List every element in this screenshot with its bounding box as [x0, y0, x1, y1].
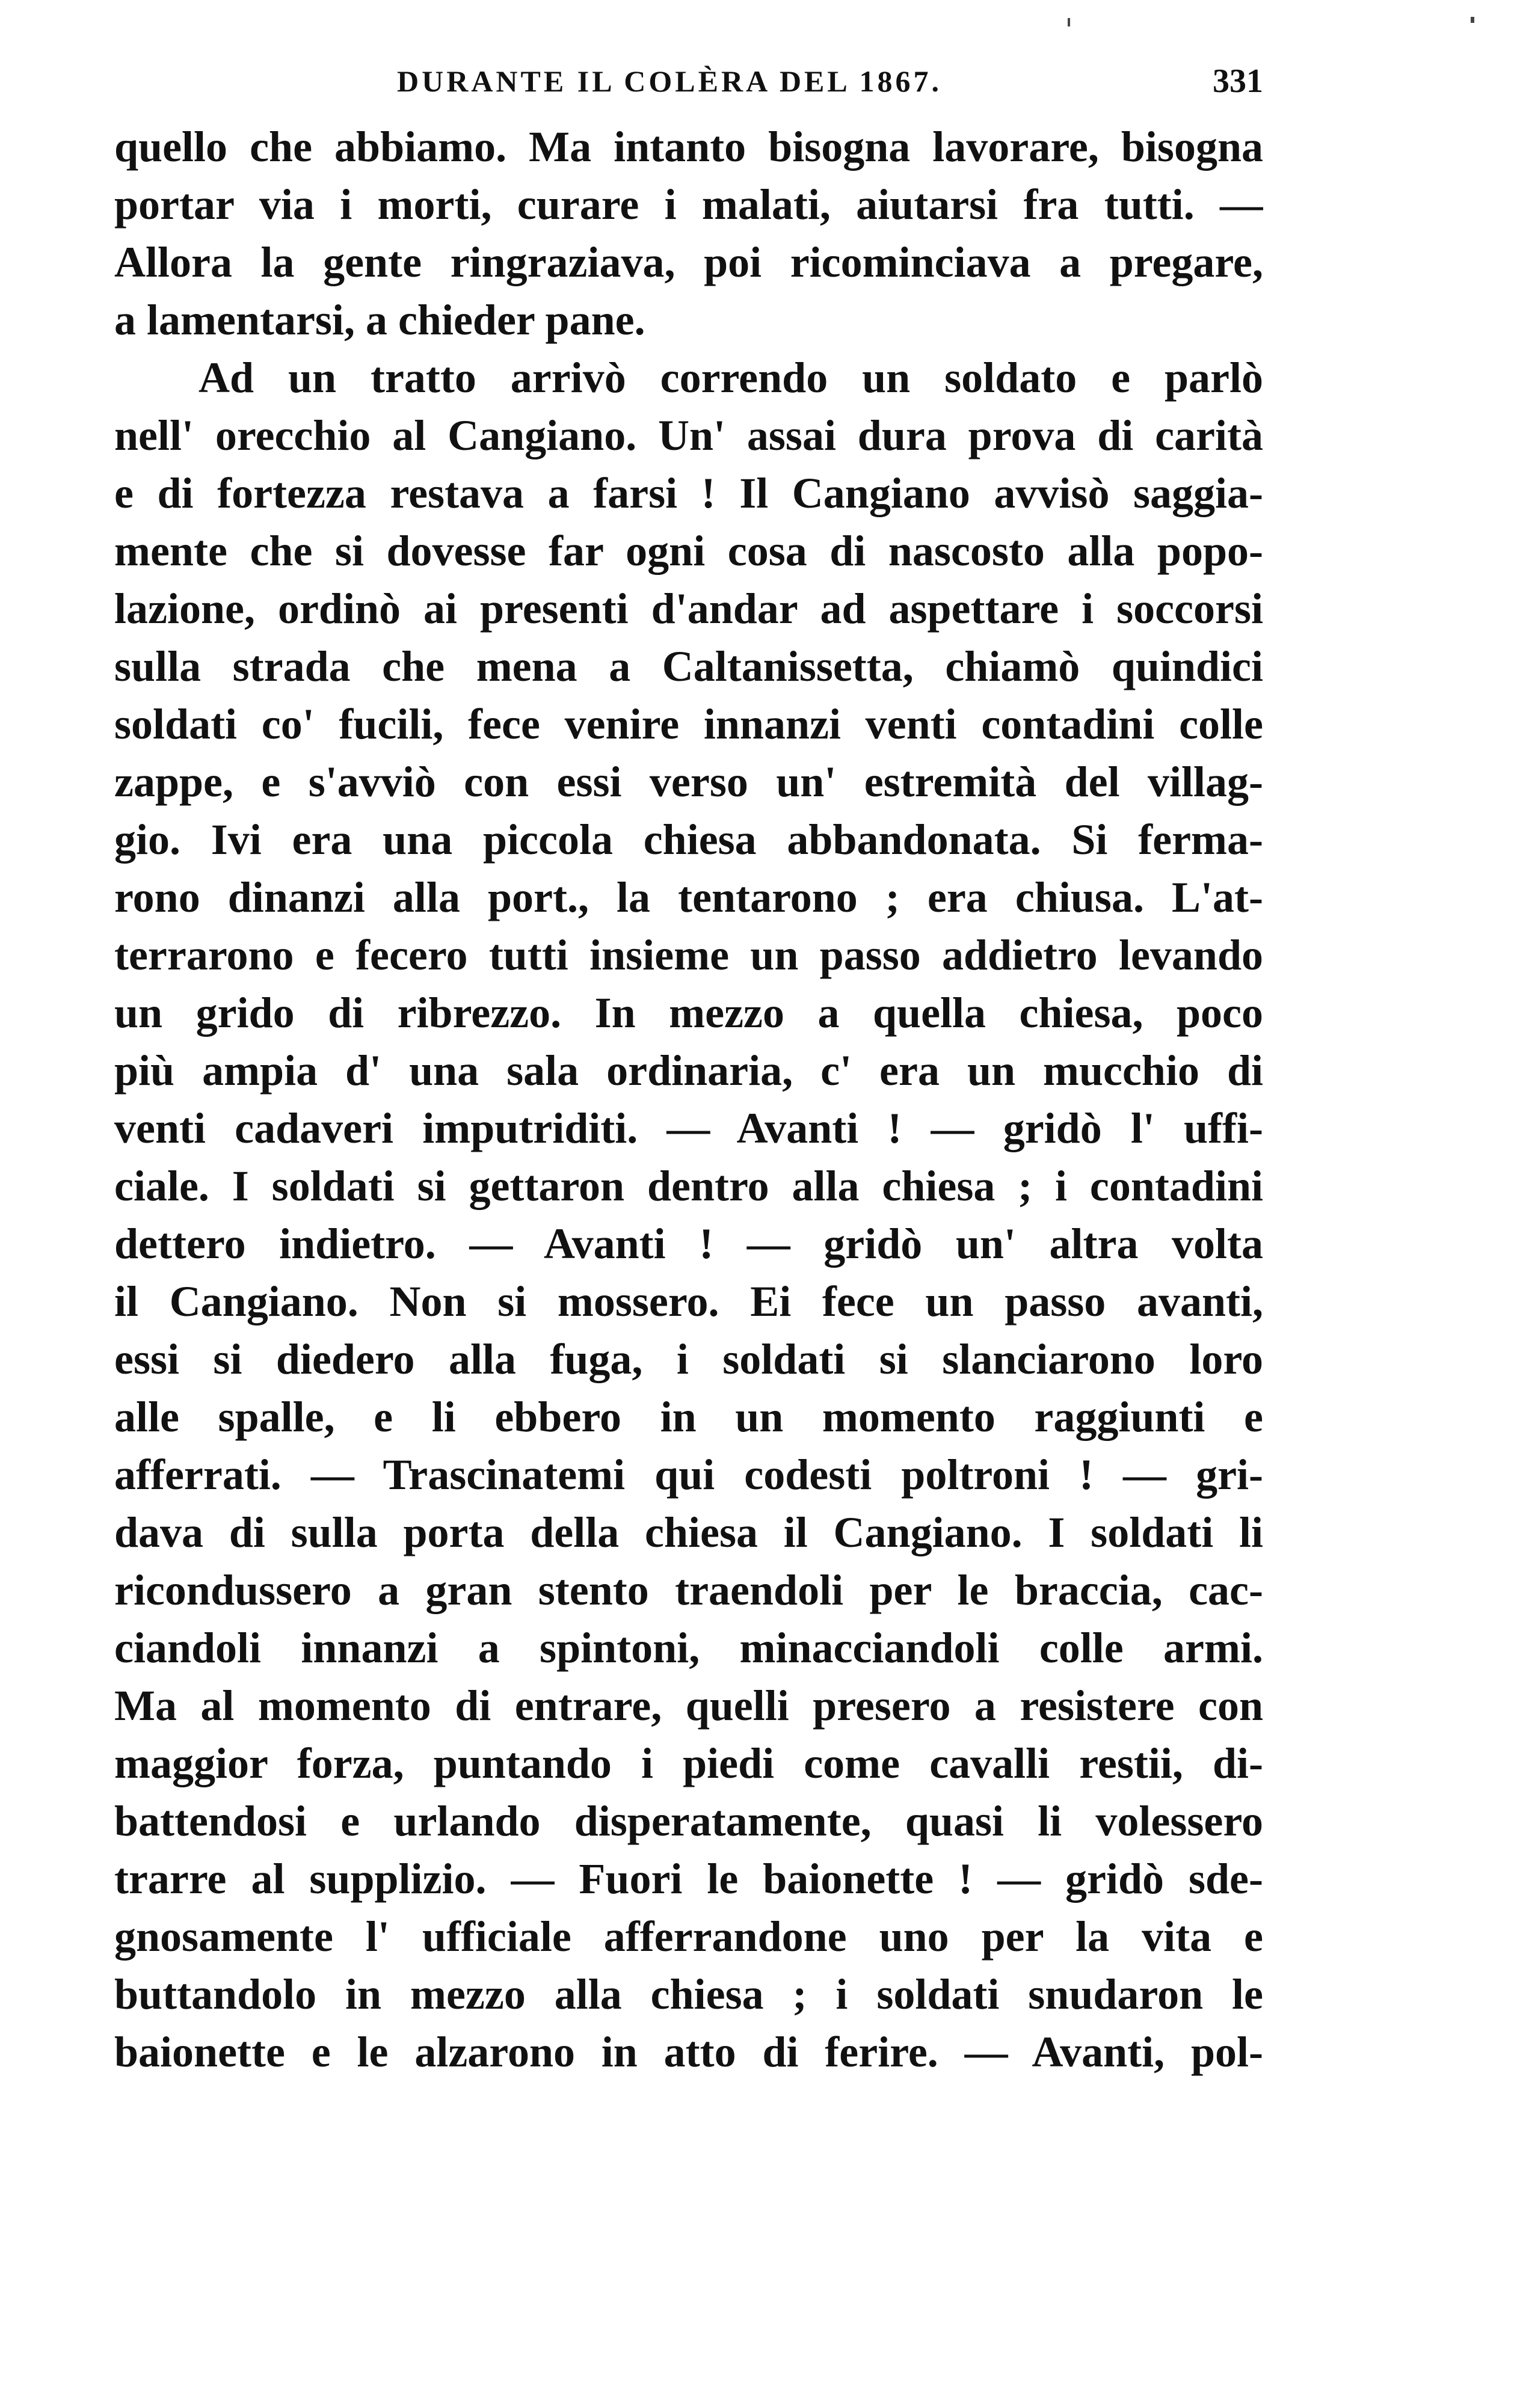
text-line: alle spalle, e li ebbero in un momento raggiunti e — [114, 1393, 1263, 1441]
text-line: mente che si dovesse far ogni cosa di nascosto alla popo- — [114, 527, 1263, 575]
text-line: ricondussero a gran stento traendoli per le braccia, cac- — [114, 1566, 1263, 1614]
text-line: ciandoli innanzi a spintoni, minacciandoli colle armi. — [114, 1624, 1263, 1672]
text-line: dettero indietro. — Avanti ! — gridò un' altra volta — [114, 1220, 1263, 1268]
text-line: venti cadaveri imputriditi. — Avanti ! — gridò l' uffi- — [114, 1104, 1263, 1152]
paragraph-end-line: a lamentarsi, a chieder pane. — [114, 296, 645, 344]
text-line: nell' orecchio al Cangiano. Un' assai dura prova di carità — [114, 411, 1263, 459]
text-line: un grido di ribrezzo. In mezzo a quella chiesa, poco — [114, 989, 1263, 1037]
text-line: Allora la gente ringraziava, poi ricominciava a pregare, — [114, 238, 1263, 286]
text-line: quello che abbiamo. Ma intanto bisogna lavorare, bisogna — [114, 123, 1263, 171]
text-line: gio. Ivi era una piccola chiesa abbandonata. Si ferma- — [114, 815, 1263, 864]
page-number: 331 — [1213, 63, 1263, 100]
paragraph-start-line: Ad un tratto arrivò correndo un soldato e parlò — [198, 354, 1263, 402]
body-text — [114, 118, 1263, 2081]
text-line: maggior forza, puntando i piedi come cavalli restii, di- — [114, 1739, 1263, 1787]
text-line: il Cangiano. Non si mossero. Ei fece un passo avanti, — [114, 1277, 1263, 1325]
text-line: gnosamente l' ufficiale afferrandone uno per la vita e — [114, 1912, 1263, 1961]
text-line: rono dinanzi alla port., la tentarono ; era chiusa. L'at- — [114, 873, 1263, 921]
text-line: e di fortezza restava a farsi ! Il Cangiano avvisò saggia- — [114, 469, 1263, 517]
text-line: sulla strada che mena a Caltanissetta, chiamò quindici — [114, 642, 1263, 690]
text-line: soldati co' fucili, fece venire innanzi venti contadini colle — [114, 700, 1263, 748]
text-line: Ma al momento di entrare, quelli presero a resistere con — [114, 1682, 1263, 1730]
text-line: terrarono e fecero tutti insieme un passo addietro levando — [114, 931, 1263, 979]
text-line: trarre al supplizio. — Fuori le baionette ! — gridò sde- — [114, 1855, 1263, 1903]
text-line: ciale. I soldati si gettaron dentro alla chiesa ; i contadini — [114, 1162, 1263, 1210]
text-line: buttandolo in mezzo alla chiesa ; i soldati snudaron le — [114, 1970, 1263, 2018]
text-line: baionette e le alzarono in atto di ferire. — Avanti, pol- — [114, 2028, 1263, 2076]
scan-speck — [1471, 17, 1474, 23]
running-title: DURANTE IL COLÈRA DEL 1867. — [397, 64, 942, 98]
text-line: afferrati. — Trascinatemi qui codesti poltroni ! — gri- — [114, 1451, 1263, 1499]
text-line: zappe, e s'avviò con essi verso un' estremità del villag- — [114, 758, 1263, 806]
text-line: portar via i morti, curare i malati, aiutarsi fra tutti. — — [114, 180, 1263, 229]
running-header — [114, 54, 1263, 108]
text-line: lazione, ordinò ai presenti d'andar ad aspettare i soccorsi — [114, 585, 1263, 633]
text-line: più ampia d' una sala ordinaria, c' era un mucchio di — [114, 1046, 1263, 1095]
text-line: dava di sulla porta della chiesa il Cangiano. I soldati li — [114, 1508, 1263, 1556]
text-line: battendosi e urlando disperatamente, quasi li volessero — [114, 1797, 1263, 1845]
text-line: essi si diedero alla fuga, i soldati si slanciarono loro — [114, 1335, 1263, 1383]
scan-speck — [1068, 18, 1070, 26]
